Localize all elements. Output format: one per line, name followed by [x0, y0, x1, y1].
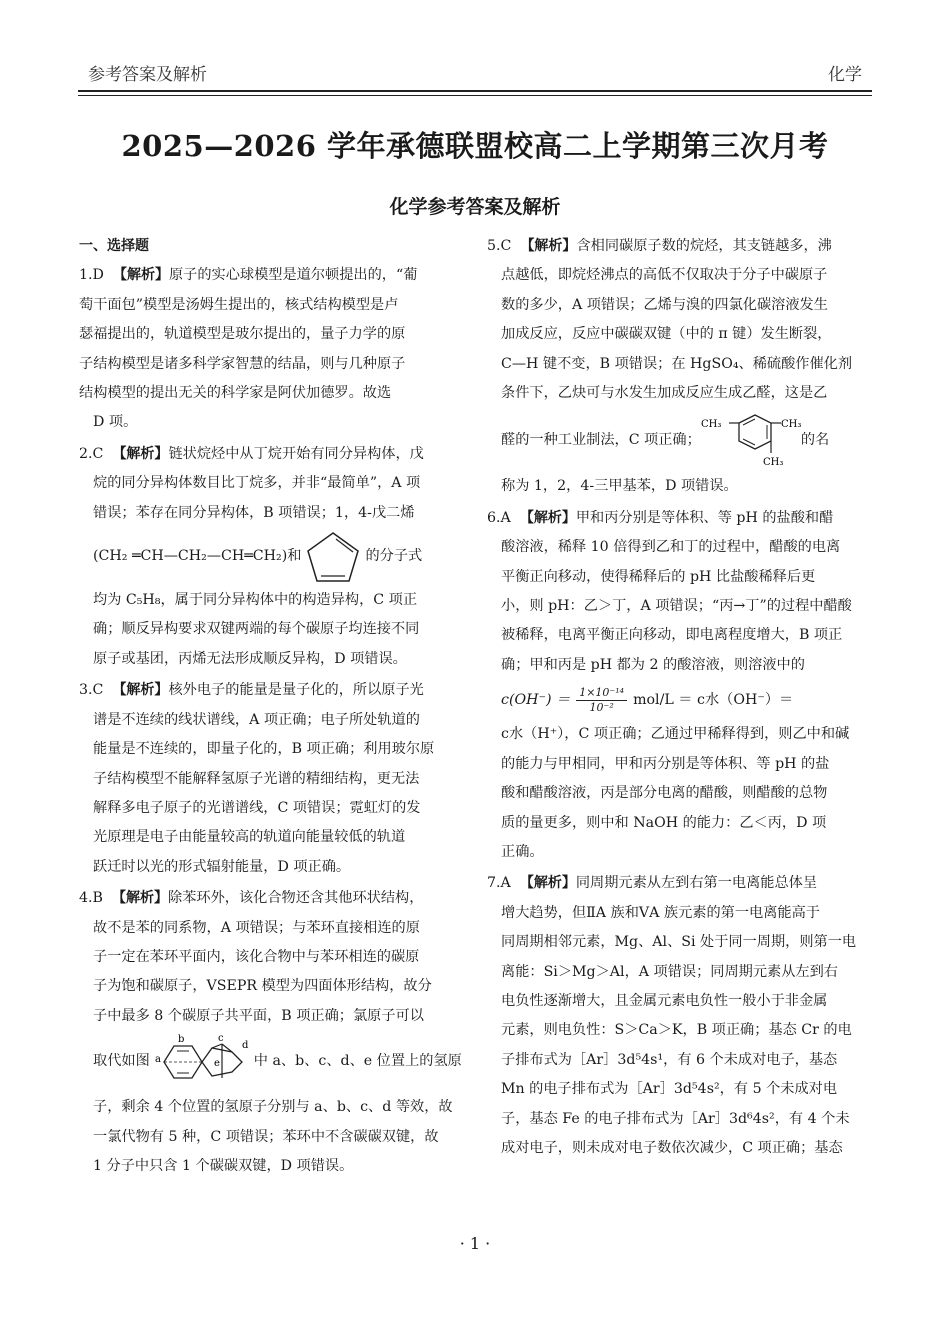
- text-line: 的分子式: [365, 548, 423, 565]
- analysis-tag: 【解析】: [519, 875, 576, 892]
- answer-item-6: [487, 504, 875, 867]
- text-line: D 项。: [93, 414, 138, 431]
- text-line: 中 a、b、c、d、e 位置上的氢原: [253, 1053, 462, 1070]
- text-line: 条件下，乙炔可与水发生加成反应生成乙醛，这是乙: [501, 385, 828, 402]
- item-first-line: [79, 261, 467, 290]
- text-line: 除苯环外，该化合物还含其他环状结构，: [168, 890, 424, 907]
- cyclopentadiene-structure: [303, 529, 363, 585]
- bicyclic-compound-structure: [150, 1032, 254, 1092]
- item-number: 5.C: [487, 238, 512, 254]
- text-line: 取代如图: [93, 1053, 150, 1070]
- answer-item-2: [79, 440, 467, 674]
- position-label-b: b: [177, 1034, 185, 1046]
- text-line: 增大趋势，但ⅡA 族和ⅤA 族元素的第一电离能高于: [501, 904, 820, 921]
- answer-item-4: [79, 884, 467, 1181]
- text-line: 甲和丙分别是等体积、等 pH 的盐酸和醋: [575, 509, 834, 526]
- equation-left: c(OH⁻) ＝: [501, 691, 571, 708]
- text-line: c水（H⁺），C 项正确；乙通过甲稀释得到，则乙中和碱: [501, 726, 850, 743]
- text-line: 原子或基团，丙烯无法形成顺反异构，D 项错误。: [93, 650, 407, 667]
- text-line: 被稀释，电离平衡正向移动，即电离程度增大，B 项正: [501, 627, 843, 644]
- text-line: 加成反应，反应中碳碳双键（中的 π 键）发生断裂，: [501, 326, 832, 343]
- text-line: 子一定在苯环平面内，该化合物中与苯环相连的碳原: [93, 948, 420, 965]
- position-label-a: a: [154, 1054, 161, 1066]
- analysis-tag: 【解析】: [112, 682, 169, 699]
- item-first-line: [79, 884, 467, 913]
- text-line: 正确。: [501, 843, 544, 860]
- text-line: 子，基态 Fe 的电子排布式为［Ar］3d⁶4s²，有 4 个未: [501, 1110, 850, 1127]
- text-line: 酸和醋酸溶液，丙是部分电离的醋酸，则醋酸的总物: [501, 785, 828, 802]
- text-line: 子排布式为［Ar］3d⁵4s¹，有 6 个未成对电子，基态: [501, 1051, 838, 1068]
- position-label-c: c: [217, 1033, 224, 1045]
- item-number: 2.C: [79, 445, 104, 462]
- text-line: 成对电子，则未成对电子数依次减少，C 项正确；基态: [501, 1139, 843, 1156]
- item-number: 4.B: [79, 890, 103, 907]
- text-line: 元素，则电负性：S＞Ca＞K，B 项正确；基态 Cr 的电: [501, 1022, 852, 1039]
- page-title: 2025—2026 学年承德联盟校高二上学期第三次月考: [121, 129, 829, 163]
- chemical-formula: (CH₂ ═CH—CH₂—CH═CH₂)和: [93, 548, 302, 565]
- item-number: 3.C: [79, 682, 104, 699]
- page-subtitle: 化学参考答案及解析: [389, 196, 561, 218]
- item-first-line: [487, 232, 875, 261]
- answer-item-3: [79, 676, 467, 882]
- text-line: 错误；苯存在同分异构体，B 项错误；1，4-戊二烯: [93, 504, 415, 521]
- methyl-label: CH₃: [700, 419, 722, 431]
- page-number: · 1 ·: [459, 1234, 491, 1253]
- item-number: 6.A: [487, 509, 511, 526]
- text-line: 核外电子的能量是量子化的，所以原子光: [168, 682, 424, 699]
- header-rule: [78, 90, 872, 92]
- text-line: 电负性逐渐增大，且金属元素电负性一般小于非金属: [501, 992, 828, 1009]
- header-rule-thin: [78, 95, 872, 96]
- text-line: 1 分子中只含 1 个碳碳双键，D 项错误。: [93, 1157, 354, 1174]
- text-line: 结构模型的提出无关的科学家是阿伏加德罗。故选: [79, 385, 392, 402]
- text-line: 同周期相邻元素，Mg、Al、Si 处于同一周期，则第一电: [501, 934, 857, 951]
- text-line: 的名: [800, 431, 830, 448]
- formula-line: [79, 528, 467, 586]
- text-line: 萄干面包”模型是汤姆生提出的，核式结构模型是卢: [79, 296, 399, 313]
- text-line: 原子的实心球模型是道尔顿提出的，“葡: [168, 267, 418, 284]
- text-line: 子中最多 8 个碳原子共平面，B 项正确；氯原子可以: [93, 1007, 424, 1024]
- text-line: 子，剩余 4 个位置的氢原子分别与 a、b、c、d 等效，故: [93, 1099, 453, 1116]
- fraction: [576, 686, 627, 715]
- analysis-tag: 【解析】: [112, 890, 168, 907]
- item-first-line: [79, 440, 467, 469]
- text-line: 数的多少，A 项错误；乙烯与溴的四氯化碳溶液发生: [501, 296, 828, 313]
- text-line: 解释多电子原子的光谱谱线，C 项错误；霓虹灯的发: [93, 799, 421, 816]
- equation-line: [487, 680, 875, 720]
- text-line: 确；顺反异构要求双键两端的每个碳原子均连接不同: [93, 621, 420, 638]
- text-line: 的能力与甲相同，甲和丙分别是等体积、等 pH 的盐: [501, 755, 830, 772]
- text-line: 小，则 pH：乙＞丁，A 项错误；“丙→丁”的过程中醋酸: [501, 598, 852, 615]
- position-label-e: e: [213, 1058, 220, 1070]
- structure-figure-line: [79, 1031, 467, 1093]
- answer-item-1: [79, 261, 467, 437]
- text-line: 链状烷烃中从丁烷开始有同分异构体，戊: [168, 445, 424, 462]
- text-line: 谱是不连续的线状谱线，A 项正确；电子所处轨道的: [93, 711, 420, 728]
- right-column: [487, 232, 875, 1165]
- methyl-label: CH₃: [780, 419, 801, 431]
- text-line: Mn 的电子排布式为［Ar］3d⁵4s²，有 5 个未成对电: [501, 1081, 838, 1098]
- fraction-numerator: 1×10⁻¹⁴: [576, 686, 627, 701]
- text-line: 离能：Si＞Mg＞Al，A 项错误；同周期元素从左到右: [501, 963, 838, 980]
- text-line: 能量是不连续的，即量子化的，B 项正确；利用玻尔原: [93, 741, 435, 758]
- text-line: 一氯代物有 5 种，C 项错误；苯环中不含碳碳双键，故: [93, 1128, 439, 1145]
- text-line: 烷的同分异构体数目比丁烷多，并非“最简单”，A 项: [93, 475, 421, 492]
- analysis-tag: 【解析】: [112, 267, 169, 284]
- left-column: [79, 232, 467, 1183]
- item-first-line: [487, 869, 875, 898]
- analysis-tag: 【解析】: [519, 509, 576, 526]
- trimethylbenzene-structure: [701, 409, 801, 471]
- header-right: 化学: [828, 65, 862, 85]
- item-number: 7.A: [487, 875, 511, 892]
- text-line: 跃迁时以光的形式辐射能量，D 项正确。: [93, 858, 351, 875]
- section-heading: 一、选择题: [79, 238, 149, 254]
- equation-right: mol/L ＝ c水（OH⁻）＝: [633, 691, 794, 708]
- position-label-d: d: [241, 1040, 249, 1052]
- text-line: 瑟福提出的，轨道模型是玻尔提出的，量子力学的原: [79, 326, 406, 343]
- text-line: 子结构模型不能解释氢原子光谱的精细结构，更无法: [93, 770, 420, 787]
- text-line: 酸溶液，稀释 10 倍得到乙和丁的过程中，醋酸的电离: [501, 539, 841, 556]
- analysis-tag: 【解析】: [112, 445, 169, 462]
- text-line: 故不是苯的同系物，A 项错误；与苯环直接相连的原: [93, 919, 420, 936]
- text-line: 点越低，即烷烃沸点的高低不仅取决于分子中碳原子: [501, 267, 828, 284]
- text-line: 子结构模型是诸多科学家智慧的结晶，则与几种原子: [79, 355, 406, 372]
- text-line: 同周期元素从左到右第一电离能总体呈: [575, 875, 818, 892]
- analysis-tag: 【解析】: [520, 238, 577, 254]
- text-line: 质的量更多，则中和 NaOH 的能力：乙＜丙，D 项: [501, 814, 827, 831]
- structure-figure-line: [487, 408, 875, 472]
- methyl-label: CH₃: [762, 457, 784, 469]
- text-line: 醛的一种工业制法，C 项正确；: [501, 431, 701, 448]
- text-line: 确；甲和丙是 pH 都为 2 的酸溶液，则溶液中的: [501, 656, 805, 673]
- text-line: 平衡正向移动，使得稀释后的 pH 比盐酸稀释后更: [501, 568, 816, 585]
- text-line: 光原理是电子由能量较高的轨道向能量较低的轨道: [93, 829, 406, 846]
- text-line: 子为饱和碳原子，VSEPR 模型为四面体形结构，故分: [93, 978, 432, 995]
- item-first-line: [79, 676, 467, 705]
- text-line: 均为 C₅H₈，属于同分异构体中的构造异构，C 项正: [93, 592, 418, 609]
- answer-item-7: [487, 869, 875, 1163]
- header-left: 参考答案及解析: [88, 65, 207, 85]
- fraction-denominator: 10⁻²: [589, 700, 614, 714]
- text-line: C—H 键不变，B 项错误；在 HgSO₄、稀硫酸作催化剂: [501, 355, 853, 372]
- answer-item-5: [487, 232, 875, 502]
- text-line: 称为 1，2，4-三甲基苯，D 项错误。: [501, 478, 738, 495]
- item-first-line: [487, 504, 875, 533]
- item-number: 1.D: [79, 267, 104, 284]
- text-line: 含相同碳原子数的烷烃，其支链越多，沸: [576, 238, 832, 254]
